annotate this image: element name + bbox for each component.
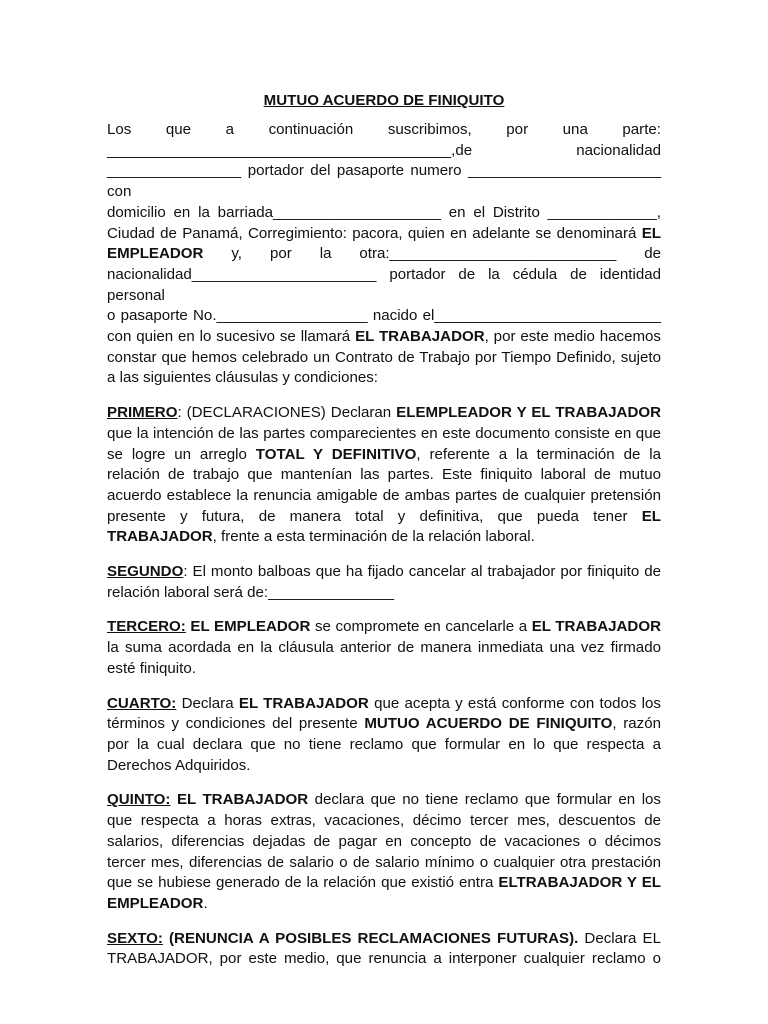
clause-primero bbox=[107, 403, 661, 548]
clause-label: SEGUNDO bbox=[107, 563, 184, 581]
clause-text: , razón bbox=[612, 715, 661, 733]
clause-text: se logre un arreglo bbox=[107, 445, 256, 463]
clause-text: , referente a la terminación de la bbox=[416, 445, 661, 463]
party-employer-label: EMPLEADOR bbox=[107, 245, 204, 263]
clause-text: se compromete en cancelarle a bbox=[310, 618, 532, 636]
intro-text: Ciudad de Panamá, Corregimiento: pacora, quien en adelante se denominará bbox=[107, 224, 637, 242]
clause-text: términos y condiciones del presente bbox=[107, 715, 365, 733]
intro-line: _________________________________________,de nacionalidad bbox=[107, 141, 661, 159]
clause-label: PRIMERO bbox=[107, 404, 178, 422]
clause-bold-text: TOTAL Y DEFINITIVO bbox=[255, 445, 417, 463]
party-employer-label: EL bbox=[641, 224, 661, 242]
clause-bold-text: ELEMPLEADOR Y EL TRABAJADOR bbox=[396, 404, 661, 422]
intro-paragraph bbox=[107, 120, 661, 389]
clause-text: . bbox=[203, 894, 208, 912]
document-body bbox=[107, 120, 661, 984]
clause-line bbox=[107, 445, 661, 466]
intro-line: constar que hemos celebrado un Contrato de Trabajo por Tiempo Definido, sujeto bbox=[107, 348, 661, 366]
clause-line: relación de trabajo que mantenían las partes. Este finiquito laboral de mutuo bbox=[107, 466, 661, 484]
clause-line: Derechos Adquiridos. bbox=[107, 756, 251, 774]
clause-text: Declara bbox=[176, 694, 239, 712]
clause-line: relación laboral será de:_______________ bbox=[107, 583, 395, 601]
party-worker-label: EL TRABAJADOR bbox=[355, 328, 485, 346]
clause-text: , frente a esta terminación de la relación laboral. bbox=[212, 528, 535, 546]
clause-text: presente y futura, de manera total y definitiva, que pueda tener bbox=[107, 507, 642, 525]
intro-line: nacionalidad______________________ portador de la cédula de identidad personal bbox=[107, 265, 661, 304]
clause-quinto bbox=[107, 790, 661, 914]
clause-bold-text: ELTRABAJADOR Y EL bbox=[498, 874, 661, 892]
intro-line: o pasaporte No.__________________ nacido el___________________________ bbox=[107, 307, 661, 325]
clause-bold-text: EL TRABAJADOR bbox=[531, 618, 661, 636]
clause-line: que respecta a horas extras, vacaciones, décimo tercer mes, descuentos de bbox=[107, 812, 661, 830]
intro-line: domicilio en la barriada____________________ en el Distrito _____________, bbox=[107, 203, 661, 221]
intro-line: ________________ portador del pasaporte numero _______________________ con bbox=[107, 162, 661, 201]
clause-line bbox=[107, 894, 661, 915]
clause-line: esté finiquito. bbox=[107, 659, 196, 677]
clause-tercero bbox=[107, 617, 661, 679]
clause-bold-text: EL TRABAJADOR bbox=[176, 791, 309, 809]
clause-text: Declara EL bbox=[578, 929, 661, 947]
intro-text: , por este medio hacemos bbox=[484, 328, 661, 346]
clause-cuarto bbox=[107, 694, 661, 777]
intro-line bbox=[107, 327, 661, 348]
clause-line: tercer mes, diferencias de salario o de salario mínimo o cualquier otra prestación bbox=[107, 853, 661, 871]
document-title: MUTUO ACUERDO DE FINIQUITO bbox=[263, 92, 505, 109]
clause-bold-text: EL bbox=[641, 507, 661, 525]
clause-segundo bbox=[107, 562, 661, 603]
clause-text: que acepta y está conforme con todos los bbox=[368, 694, 661, 712]
clause-text: declara que no tiene reclamo que formular en los bbox=[308, 791, 661, 809]
clause-bold-text: TRABAJADOR bbox=[107, 528, 213, 546]
clause-text: : El monto balboas que ha fijado cancelar al trabajador por finiquito de bbox=[183, 563, 661, 581]
clause-line bbox=[107, 403, 661, 424]
clause-line: TRABAJADOR, por este medio, que renuncia a interponer cualquier reclamo o bbox=[107, 950, 661, 968]
clause-text: que se hubiese generado de la relación que existió entra bbox=[107, 874, 499, 892]
intro-line: Los que a continuación suscribimos, por una parte: bbox=[107, 121, 661, 138]
clause-bold-text: EL EMPLEADOR bbox=[190, 618, 311, 636]
clause-bold-text: MUTUO ACUERDO DE FINIQUITO bbox=[364, 715, 613, 733]
clause-text: : (DECLARACIONES) Declaran bbox=[177, 404, 397, 422]
clause-label: QUINTO: bbox=[107, 791, 171, 809]
clause-bold-text: EL TRABAJADOR bbox=[238, 694, 369, 712]
clause-line bbox=[107, 527, 661, 548]
clause-line: acuerdo establece la renuncia amigable de ambas partes de cualquier pretensión bbox=[107, 486, 661, 504]
clause-bold-text: EMPLEADOR bbox=[107, 894, 204, 912]
intro-line: a las siguientes cláusulas y condiciones: bbox=[107, 369, 379, 387]
clause-line bbox=[107, 694, 661, 715]
clause-label: CUARTO: bbox=[107, 694, 177, 712]
clause-line bbox=[107, 929, 661, 950]
clause-line: la suma acordada en la cláusula anterior de manera inmediata una vez firmado bbox=[107, 639, 661, 657]
clause-line bbox=[107, 873, 661, 894]
clause-label: SEXTO: bbox=[107, 929, 163, 947]
clause-line bbox=[107, 617, 661, 638]
intro-line bbox=[107, 244, 661, 265]
clause-label: TERCERO: bbox=[107, 618, 186, 636]
clause-line bbox=[107, 507, 661, 528]
clause-line: que la intención de las partes comparecientes en este documento consiste en que bbox=[107, 424, 661, 442]
clause-line bbox=[107, 714, 661, 735]
clause-sexto bbox=[107, 929, 661, 970]
intro-text: y, por la otra:___________________________ de bbox=[203, 245, 661, 263]
clause-line: salarios, diferencias dejadas de pagar en concepto de vacaciones o décimos bbox=[107, 832, 661, 850]
clause-line: por la cual declara que no tiene reclamo que formular en lo que respecta a bbox=[107, 735, 661, 753]
intro-line bbox=[107, 224, 661, 245]
intro-text: con quien en lo sucesivo se llamará bbox=[107, 328, 356, 346]
clause-line bbox=[107, 562, 661, 583]
clause-bold-text: (RENUNCIA A POSIBLES RECLAMACIONES FUTURAS). bbox=[169, 929, 579, 947]
clause-line bbox=[107, 790, 661, 811]
